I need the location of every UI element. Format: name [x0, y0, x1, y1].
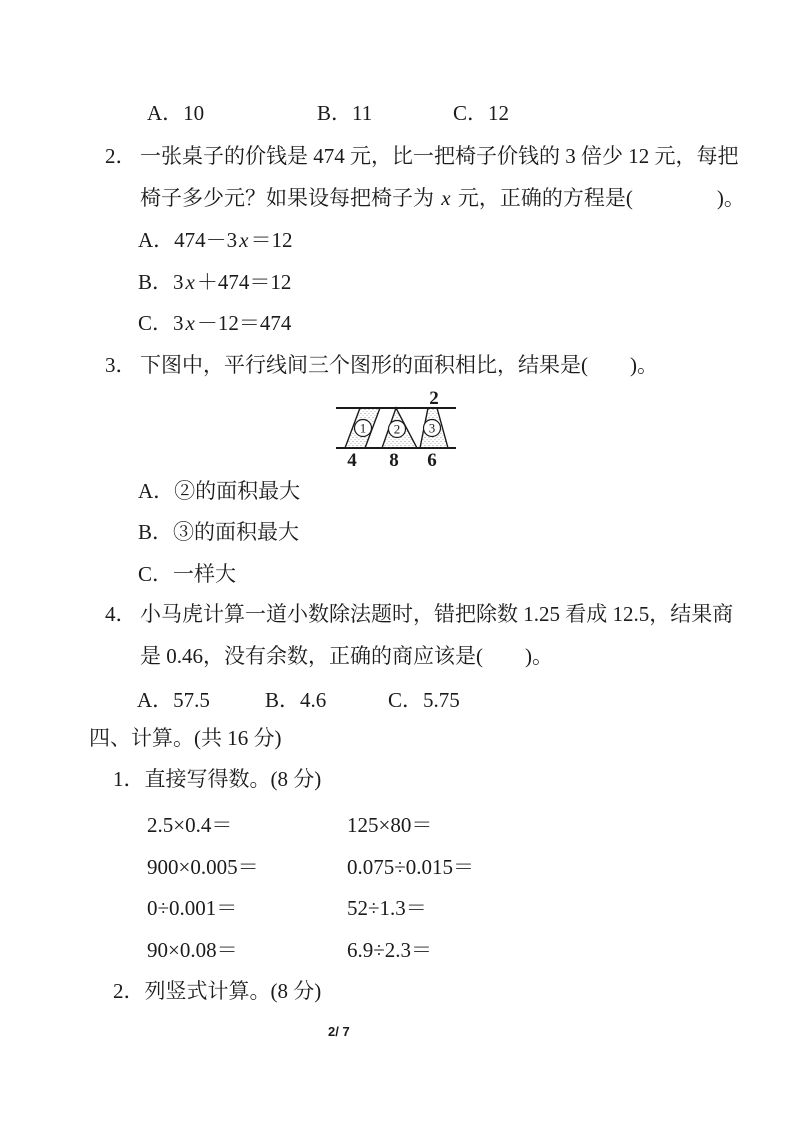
- q2-text-line1: 一张桌子的价钱是 474 元，比一把椅子价钱的 3 倍少 12 元，每把: [140, 144, 739, 168]
- trapezoid-top-length: 2: [429, 388, 439, 409]
- parallel-lines-figure: [330, 386, 470, 472]
- q1-option-c: C．12: [453, 101, 510, 125]
- calc-expression: 2.5×0.4＝: [147, 813, 233, 837]
- q3-text: 下图中，平行线间三个图形的面积相比，结果是( )。: [140, 353, 658, 377]
- calc-expression: 6.9÷2.3＝: [347, 938, 433, 962]
- q4-option-b: B．4.6: [265, 688, 327, 712]
- q3-number: 3．: [105, 353, 137, 377]
- subtask-1-title: 1．直接写得数。(8 分): [113, 767, 322, 791]
- q4-text-line1: 小马虎计算一道小数除法题时，错把除数 1.25 看成 12.5，结果商: [140, 602, 734, 626]
- variable-x: x: [441, 186, 451, 210]
- q2-number: 2．: [105, 144, 137, 168]
- variable-x: x: [239, 228, 249, 252]
- q1-option-a: A．10: [147, 101, 205, 125]
- q4-option-a: A．57.5: [137, 688, 210, 712]
- q2-option-a: A．474－3x＝12: [138, 228, 293, 252]
- q3-option-b: B．③的面积最大: [138, 520, 300, 544]
- calc-expression: 900×0.005＝: [147, 855, 259, 879]
- calc-expression: 125×80＝: [347, 813, 433, 837]
- variable-x: x: [185, 270, 195, 294]
- q2-option-b: B．3x＋474＝12: [138, 270, 292, 294]
- parallelogram-base-length: 4: [347, 450, 357, 471]
- variable-x: x: [185, 311, 195, 335]
- shape3-label: 3: [428, 420, 436, 436]
- q2-line2-post: 元，正确的方程是( )。: [452, 186, 745, 210]
- q2-line2-pre: 椅子多少元？如果设每把椅子为: [140, 186, 440, 210]
- shape2-label: 2: [393, 421, 401, 437]
- calc-expression: 52÷1.3＝: [347, 896, 427, 920]
- q1-option-b: B．11: [317, 101, 373, 125]
- calc-expression: 0÷0.001＝: [147, 896, 238, 920]
- section-title: 四、计算。(共 16 分): [89, 726, 282, 750]
- triangle-base-length: 8: [389, 450, 399, 471]
- q2-option-c: C．3x－12＝474: [138, 311, 292, 335]
- q4-number: 4．: [105, 602, 137, 626]
- trapezoid-base-length: 6: [427, 450, 437, 471]
- shape1-label: 1: [359, 420, 367, 436]
- q2-text-line2: [140, 186, 745, 210]
- q4-text-line2: 是 0.46，没有余数，正确的商应该是( )。: [140, 644, 553, 668]
- q4-option-c: C．5.75: [388, 688, 460, 712]
- q3-option-a: A．②的面积最大: [138, 479, 301, 503]
- q3-option-c: C．一样大: [138, 562, 237, 586]
- subtask-2-title: 2．列竖式计算。(8 分): [113, 979, 322, 1003]
- calc-expression: 0.075÷0.015＝: [347, 855, 475, 879]
- page-number: 2/ 7: [328, 1024, 350, 1039]
- calc-expression: 90×0.08＝: [147, 938, 238, 962]
